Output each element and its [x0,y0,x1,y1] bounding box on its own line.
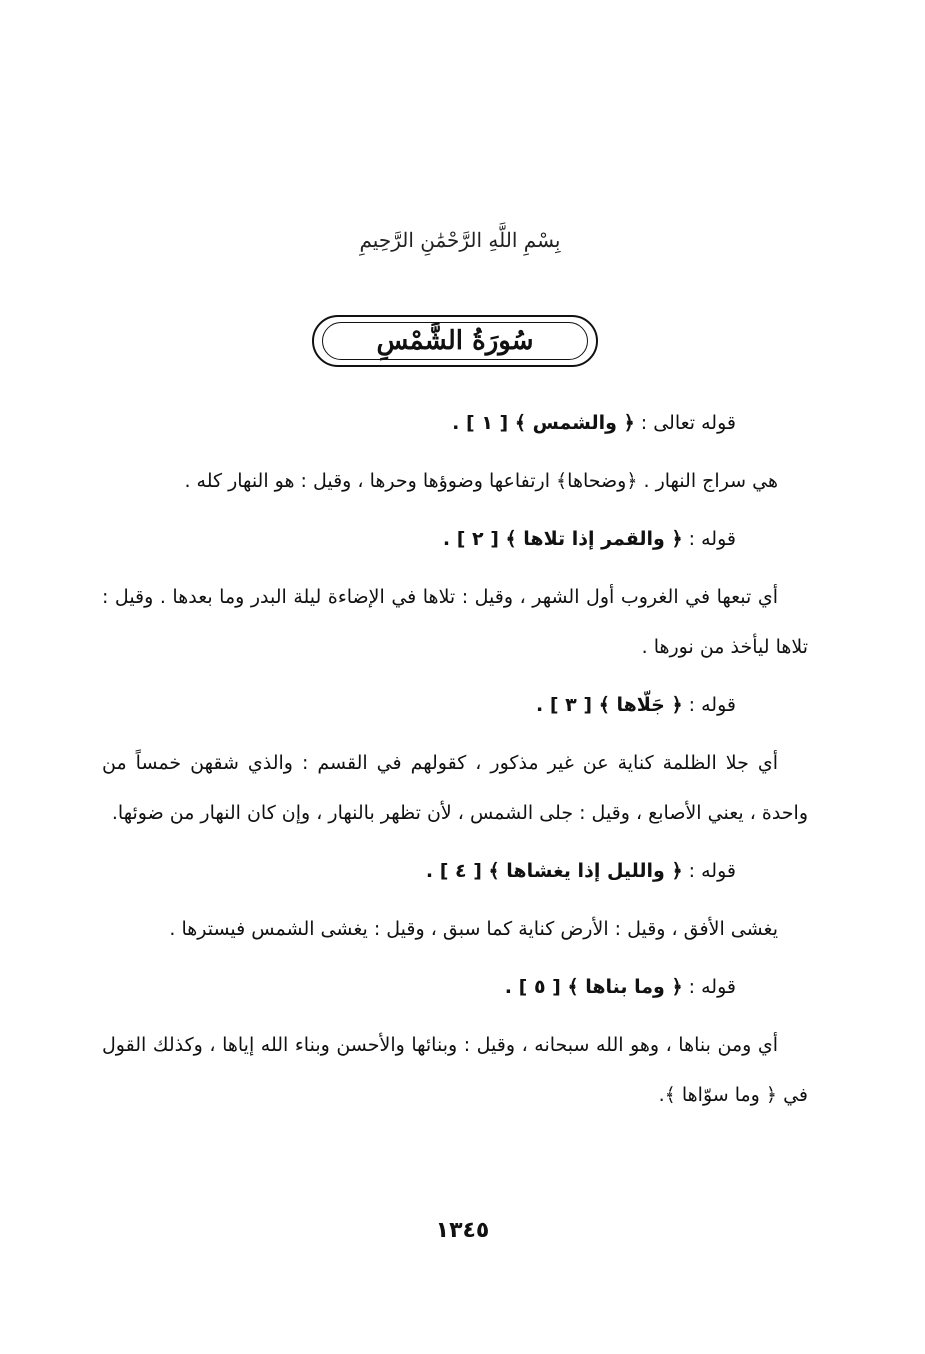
verse-heading-3 [102,680,808,730]
commentary-body [102,398,808,1128]
verse-heading-5 [102,962,808,1012]
basmala-text: بِسْمِ اللَّهِ الرَّحْمَٰنِ الرَّحِيمِ [359,228,561,252]
quran-verse: ﴿ جَلّاها ﴾ [ ٣ ] . [536,694,683,716]
verse-prefix: قوله تعالى : [640,412,736,434]
surah-title: سُورَةُ الشَّمْسِ [376,326,534,356]
commentary-paragraph-1: هي سراج النهار . ﴿وضحاها﴾ ارتفاعها وضوؤها وحرها ، وقيل : هو النهار كله . [184,470,778,492]
commentary-paragraph-2: أي تبعها في الغروب أول الشهر ، وقيل : تلاها في الإضاءة ليلة البدر وما بعدها . وقيل : تلاها ليأخذ من نورها . [102,586,808,658]
verse-heading-2 [102,514,808,564]
verse-prefix: قوله : [688,694,736,716]
verse-prefix: قوله : [688,860,736,882]
quran-verse: ﴿ والليل إذا يغشاها ﴾ [ ٤ ] . [425,860,683,882]
basmala-heading [300,228,620,268]
commentary-paragraph-4: يغشى الأفق ، وقيل : الأرض كناية كما سبق ، وقيل : يغشى الشمس فيسترها . [169,918,778,940]
quran-verse: ﴿ والقمر إذا تلاها ﴾ [ ٢ ] . [442,528,683,550]
verse-heading-1 [102,398,808,448]
verse-heading-4 [102,846,808,896]
verse-prefix: قوله : [688,976,736,998]
commentary-paragraph-3: أي جلا الظلمة كناية عن غير مذكور ، كقولهم في القسم : والذي شقهن خمساً من واحدة ، يعني الأصابع ، وقيل : جلى الشمس ، لأن تظهر بالنهار ، وإن كان النهار من ضوئها. [102,752,808,824]
surah-title-cartouche [312,315,598,367]
quran-verse: ﴿ والشمس ﴾ [ ١ ] . [452,412,635,434]
quran-verse: ﴿ وما بناها ﴾ [ ٥ ] . [504,976,683,998]
verse-prefix: قوله : [688,528,736,550]
commentary-paragraph-5: أي ومن بناها ، وهو الله سبحانه ، وقيل : وبنائها والأحسن وبناء الله إياها ، وكذلك القول في ﴿ وما سوّاها ﴾. [102,1034,808,1106]
page-number: ١٣٤٥ [435,1218,490,1243]
